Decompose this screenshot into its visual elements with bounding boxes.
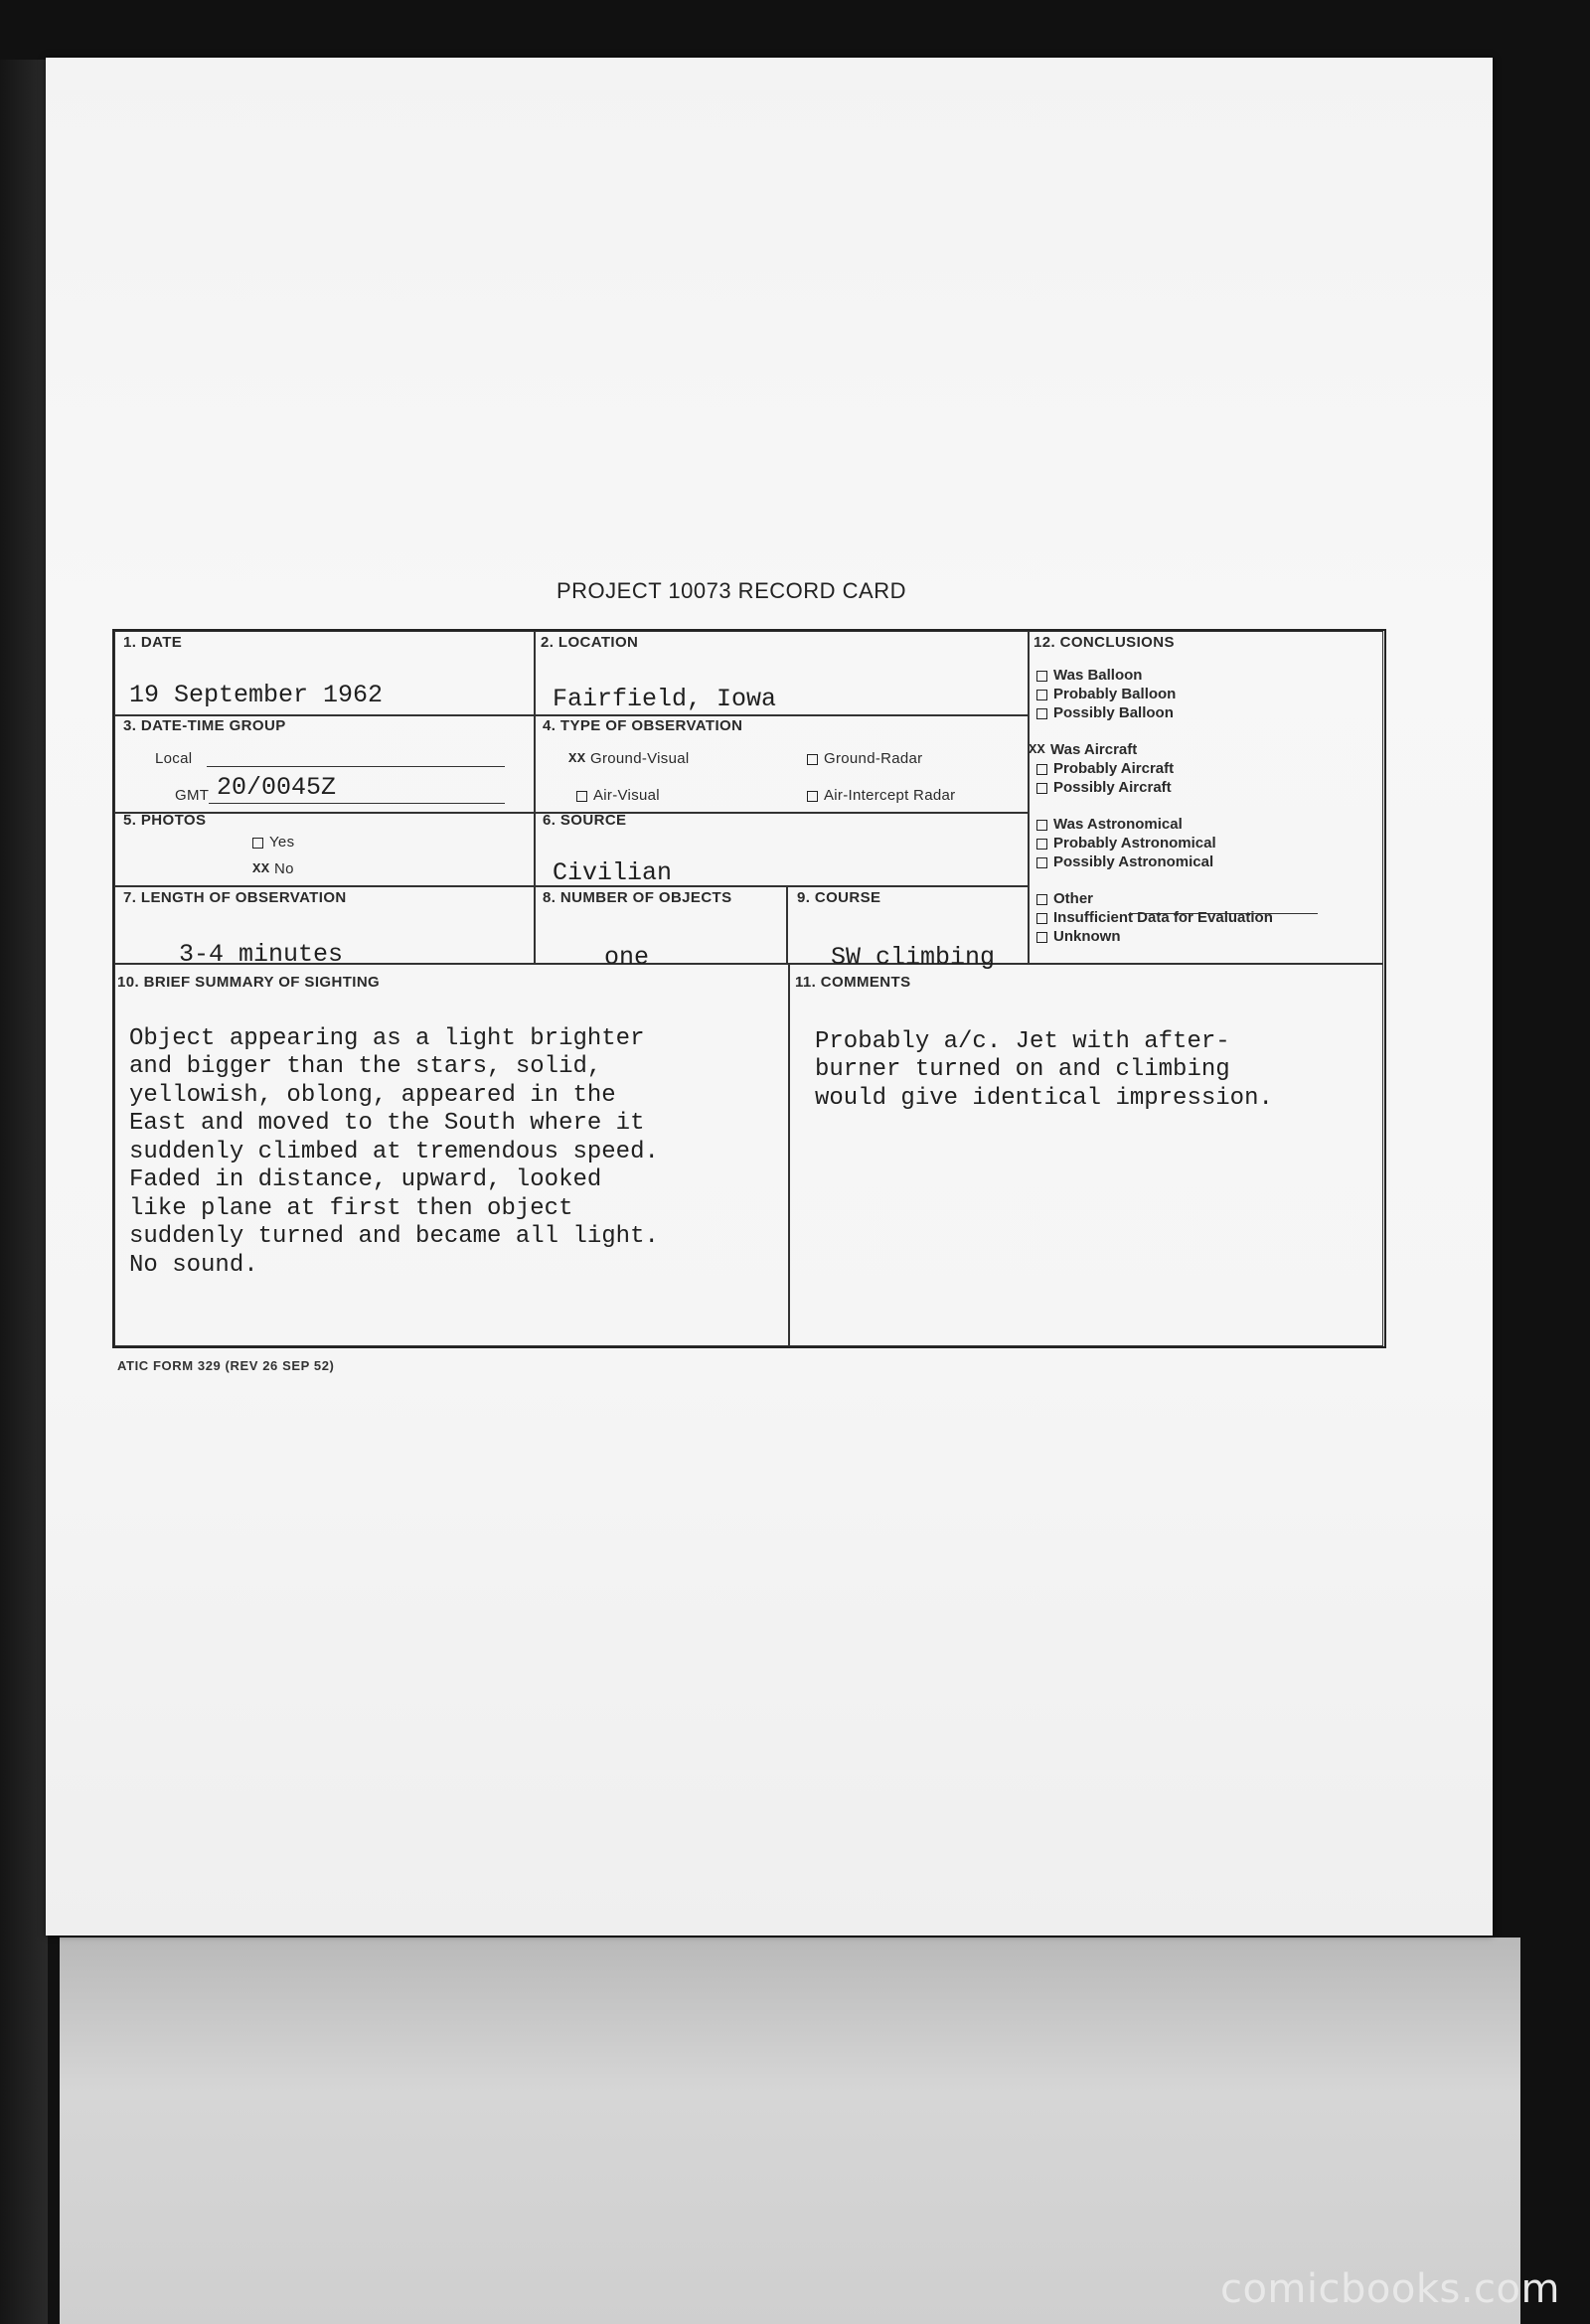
left-shadow: [0, 60, 48, 2324]
photos-no-text: No: [274, 860, 294, 877]
objects-label: 8. NUMBER OF OBJECTS: [543, 889, 732, 906]
ground-visual-option: [568, 750, 690, 767]
conclusion-item: Was Balloon: [1036, 666, 1273, 685]
dtg-label: 3. DATE-TIME GROUP: [123, 717, 286, 734]
location-value: Fairfield, Iowa: [553, 685, 777, 713]
summary-line: like plane at first then object: [129, 1194, 573, 1222]
site-watermark: comicbooks.com: [1219, 2266, 1560, 2312]
check-mark: XX: [1029, 741, 1045, 758]
checkbox-icon: [1036, 764, 1047, 775]
conclusion-item: Possibly Balloon: [1036, 703, 1273, 722]
course-value: SW climbing: [831, 943, 996, 972]
obs-type-label: 4. TYPE OF OBSERVATION: [543, 717, 743, 734]
comments-text: [815, 1000, 1273, 1142]
summary-line: Faded in distance, upward, looked: [129, 1166, 602, 1193]
other-underline: [1129, 913, 1318, 914]
card-title: PROJECT 10073 RECORD CARD: [556, 578, 906, 603]
checkbox-icon: [576, 791, 587, 802]
ground-visual-text: Ground-Visual: [590, 750, 690, 767]
conclusion-gap: [1036, 871, 1273, 889]
gmt-underline: [209, 803, 505, 804]
date-value: 19 September 1962: [129, 681, 384, 709]
source-label: 6. SOURCE: [543, 812, 627, 829]
length-value: 3-4 minutes: [179, 940, 344, 969]
air-visual-text: Air-Visual: [593, 787, 660, 804]
conclusion-item: Unknown: [1036, 927, 1273, 946]
summary-line: Object appearing as a light brighter: [129, 1024, 645, 1052]
length-label: 7. LENGTH OF OBSERVATION: [123, 889, 347, 906]
course-label: 9. COURSE: [797, 889, 881, 906]
location-label: 2. LOCATION: [541, 634, 639, 651]
conclusion-item: Probably Astronomical: [1036, 834, 1273, 852]
conclusion-item: Other: [1036, 889, 1273, 908]
conclusion-item: Possibly Astronomical: [1036, 852, 1273, 871]
conclusion-item: Insufficient Data for Evaluation: [1036, 908, 1273, 927]
ground-radar-option: [807, 750, 922, 767]
checkbox-icon: [1036, 932, 1047, 943]
conclusions-list: [1029, 666, 1273, 946]
conclusions-label: 12. CONCLUSIONS: [1034, 634, 1175, 651]
comments-line: Probably a/c. Jet with after-: [815, 1027, 1230, 1055]
checkbox-icon: [1036, 708, 1047, 719]
comments-label: 11. COMMENTS: [795, 974, 911, 991]
gmt-label: GMT: [175, 787, 210, 804]
checkbox-icon: [252, 838, 263, 849]
summary-line: No sound.: [129, 1251, 258, 1279]
source-value: Civilian: [553, 858, 673, 887]
photos-yes-option: [252, 834, 294, 851]
checkbox-icon: [1036, 671, 1047, 682]
local-label: Local: [155, 750, 193, 767]
checkbox-icon: [807, 791, 818, 802]
conclusion-item: Was Astronomical: [1036, 815, 1273, 834]
checkbox-icon: [1036, 820, 1047, 831]
conclusion-gap: [1036, 722, 1273, 740]
check-mark: XX: [568, 751, 586, 768]
gmt-value: 20/0045Z: [217, 773, 337, 802]
summary-label: 10. BRIEF SUMMARY OF SIGHTING: [117, 974, 381, 991]
check-mark: XX: [252, 861, 270, 878]
comments-line: would give identical impression.: [815, 1084, 1273, 1112]
air-intercept-text: Air-Intercept Radar: [824, 787, 956, 804]
checkbox-icon: [1036, 690, 1047, 700]
ground-radar-text: Ground-Radar: [824, 750, 923, 767]
photos-label: 5. PHOTOS: [123, 812, 207, 829]
summary-line: and bigger than the stars, solid,: [129, 1053, 602, 1080]
comments-line: burner turned on and climbing: [815, 1056, 1230, 1083]
date-label: 1. DATE: [123, 634, 183, 651]
local-underline: [207, 766, 505, 767]
photos-yes-text: Yes: [269, 834, 295, 851]
summary-line: yellowish, oblong, appeared in the: [129, 1081, 616, 1109]
checkbox-icon: [1036, 913, 1047, 924]
summary-line: East and moved to the South where it: [129, 1110, 645, 1137]
checkbox-icon: [1036, 783, 1047, 794]
air-visual-option: [576, 787, 660, 804]
conclusion-item: Probably Balloon: [1036, 685, 1273, 703]
conclusion-item: Possibly Aircraft: [1036, 778, 1273, 797]
conclusion-gap: [1036, 797, 1273, 815]
form-number: ATIC FORM 329 (REV 26 SEP 52): [117, 1358, 335, 1373]
photos-no-option: [252, 860, 294, 877]
checkbox-icon: [1036, 894, 1047, 905]
checkbox-icon: [807, 754, 818, 765]
summary-line: suddenly turned and became all light.: [129, 1223, 659, 1250]
summary-line: suddenly climbed at tremendous speed.: [129, 1138, 659, 1165]
checkbox-icon: [1036, 857, 1047, 868]
conclusion-item-checked: XX Was Aircraft: [1029, 741, 1138, 758]
summary-text: [129, 997, 659, 1309]
checkbox-icon: [1036, 839, 1047, 850]
air-intercept-option: [807, 787, 955, 804]
conclusion-item: Probably Aircraft: [1036, 759, 1273, 778]
objects-value: one: [604, 943, 650, 972]
